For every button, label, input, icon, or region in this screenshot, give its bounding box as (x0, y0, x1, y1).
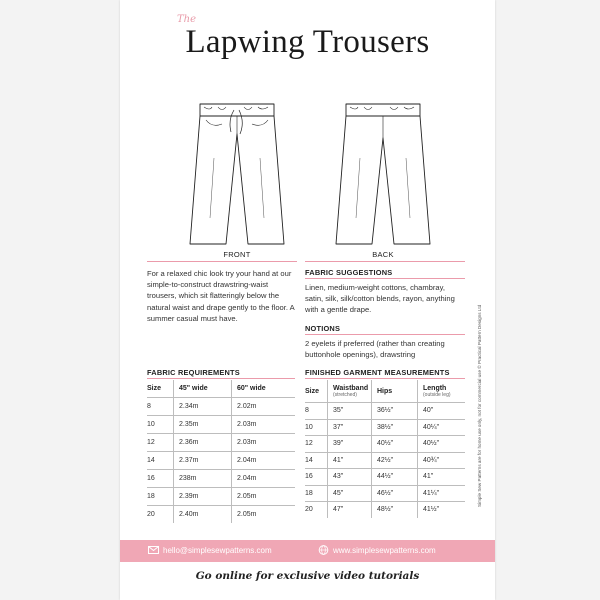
table-row (305, 419, 465, 436)
description-text: For a relaxed chic look try your hand at our simple-to-construct drawstring-waist trousers, which sit flatteringly below the natural waist and drape gently to the floor. A summer casual must have. (147, 269, 295, 323)
cell-waistband: 35" (328, 403, 372, 420)
front-trousers-drawing (182, 98, 292, 248)
cell-hips: 40½" (372, 436, 418, 453)
fabric-suggestions-heading: FABRIC SUGGESTIONS (305, 268, 393, 277)
length-label: Length (423, 384, 447, 392)
table-row (147, 434, 295, 452)
cell-hips: 48½" (372, 502, 418, 518)
cell-hips: 38½" (372, 419, 418, 436)
cell-hips: 36½" (372, 403, 418, 420)
cell-size: 12 (147, 434, 174, 452)
cell-60-wide: 2.05m (232, 488, 296, 506)
table-row (147, 488, 295, 506)
cell-size: 16 (305, 469, 328, 486)
table-header-row (147, 380, 295, 398)
cell-60-wide: 2.03m (232, 416, 296, 434)
cell-size: 12 (305, 436, 328, 453)
column-header-60-wide: 60" wide (232, 380, 296, 398)
cell-length: 40" (418, 403, 466, 420)
cell-size: 14 (305, 452, 328, 469)
cell-45-wide: 238m (174, 470, 232, 488)
fabric-suggestions-divider (305, 278, 465, 279)
table-row (147, 398, 295, 416)
email-address[interactable]: hello@simplesewpatterns.com (163, 545, 272, 555)
cell-waistband: 39" (328, 436, 372, 453)
cell-60-wide: 2.04m (232, 452, 296, 470)
fabric-requirements-heading: FABRIC REQUIREMENTS (147, 368, 240, 377)
table-row (147, 470, 295, 488)
cell-45-wide: 2.34m (174, 398, 232, 416)
finished-measurements-divider (305, 378, 465, 379)
notions-divider (305, 334, 465, 335)
cell-hips: 46½" (372, 485, 418, 502)
page-title: Lapwing Trousers (185, 24, 430, 60)
length-note: (outside leg) (423, 391, 451, 398)
table-row (305, 502, 465, 518)
front-label: FRONT (223, 250, 251, 259)
copyright-text: Simple Sew Patterns are for home use only, not for commercial use © Practical Pattern Designs Ltd (477, 304, 482, 507)
cell-60-wide: 2.02m (232, 398, 296, 416)
cell-waistband: 45" (328, 485, 372, 502)
cell-waistband: 47" (328, 502, 372, 518)
cell-size: 18 (147, 488, 174, 506)
fabric-requirements-divider (147, 378, 295, 379)
cell-45-wide: 2.39m (174, 488, 232, 506)
email-contact[interactable] (148, 545, 272, 555)
cell-size: 8 (147, 398, 174, 416)
divider-front (147, 261, 297, 262)
pattern-sheet (120, 0, 495, 600)
table-row (147, 452, 295, 470)
cell-length: 41" (418, 469, 466, 486)
waistband-label: Waistband (333, 384, 369, 392)
fabric-suggestions-text: Linen, medium-weight cottons, chambray, satin, silk, silk/cotton blends, rayon, anything with a gentle drape. (305, 283, 455, 315)
cell-waistband: 41" (328, 452, 372, 469)
envelope-icon (148, 545, 159, 555)
column-header-size: Size (305, 380, 328, 403)
copyright-side-note (477, 262, 483, 507)
website-address[interactable]: www.simplesewpatterns.com (333, 545, 436, 555)
column-header-length (418, 380, 466, 403)
cell-size: 20 (305, 506, 313, 514)
cell-size: 10 (147, 416, 174, 434)
cell-size: 18 (305, 485, 328, 502)
title-prefix: The (177, 14, 197, 25)
cell-60-wide: 2.05m (232, 506, 296, 524)
back-trousers-drawing (328, 98, 438, 248)
cell-size: 10 (305, 419, 328, 436)
cell-waistband: 37" (328, 419, 372, 436)
cell-45-wide: 2.37m (174, 452, 232, 470)
table-row (147, 506, 295, 524)
cell-waistband: 43" (328, 469, 372, 486)
cell-45-wide: 2.36m (174, 434, 232, 452)
cell-60-wide: 2.04m (232, 470, 296, 488)
waistband-note: (stretched) (333, 391, 357, 398)
column-header-size: Size (147, 380, 174, 398)
column-header-waistband (328, 380, 372, 403)
website-contact[interactable] (318, 545, 436, 555)
cell-size: 20 (147, 511, 155, 518)
cell-45-wide: 2.35m (174, 416, 232, 434)
footer-tagline: Go online for exclusive video tutorials (195, 570, 420, 582)
cell-size: 8 (305, 403, 328, 420)
table-row (305, 469, 465, 486)
table-row (305, 403, 465, 420)
divider-back (305, 261, 465, 262)
fabric-requirements-table (147, 380, 295, 523)
cell-size: 16 (147, 470, 174, 488)
notions-text: 2 eyelets if preferred (rather than creating buttonhole openings), drawstring (305, 339, 445, 360)
cell-60-wide: 2.03m (232, 434, 296, 452)
cell-length: 41¼" (418, 485, 466, 502)
back-label: BACK (372, 250, 394, 259)
globe-icon (318, 545, 329, 555)
table-row (147, 416, 295, 434)
table-header-row (305, 380, 465, 403)
finished-measurements-table (305, 380, 465, 518)
table-row (305, 452, 465, 469)
column-header-hips: Hips (372, 380, 418, 403)
cell-size: 14 (147, 452, 174, 470)
finished-measurements-heading: FINISHED GARMENT MEASUREMENTS (305, 368, 450, 377)
cell-length: 40¾" (418, 452, 466, 469)
table-row (305, 436, 465, 453)
table-row (305, 485, 465, 502)
cell-length: 40½" (418, 436, 466, 453)
cell-45-wide: 2.40m (174, 506, 232, 524)
notions-heading: NOTIONS (305, 324, 341, 333)
cell-length: 40¼" (418, 419, 466, 436)
cell-hips: 42½" (372, 452, 418, 469)
cell-hips: 44½" (372, 469, 418, 486)
cell-length: 41½" (418, 502, 466, 518)
column-header-45-wide: 45" wide (174, 380, 232, 398)
